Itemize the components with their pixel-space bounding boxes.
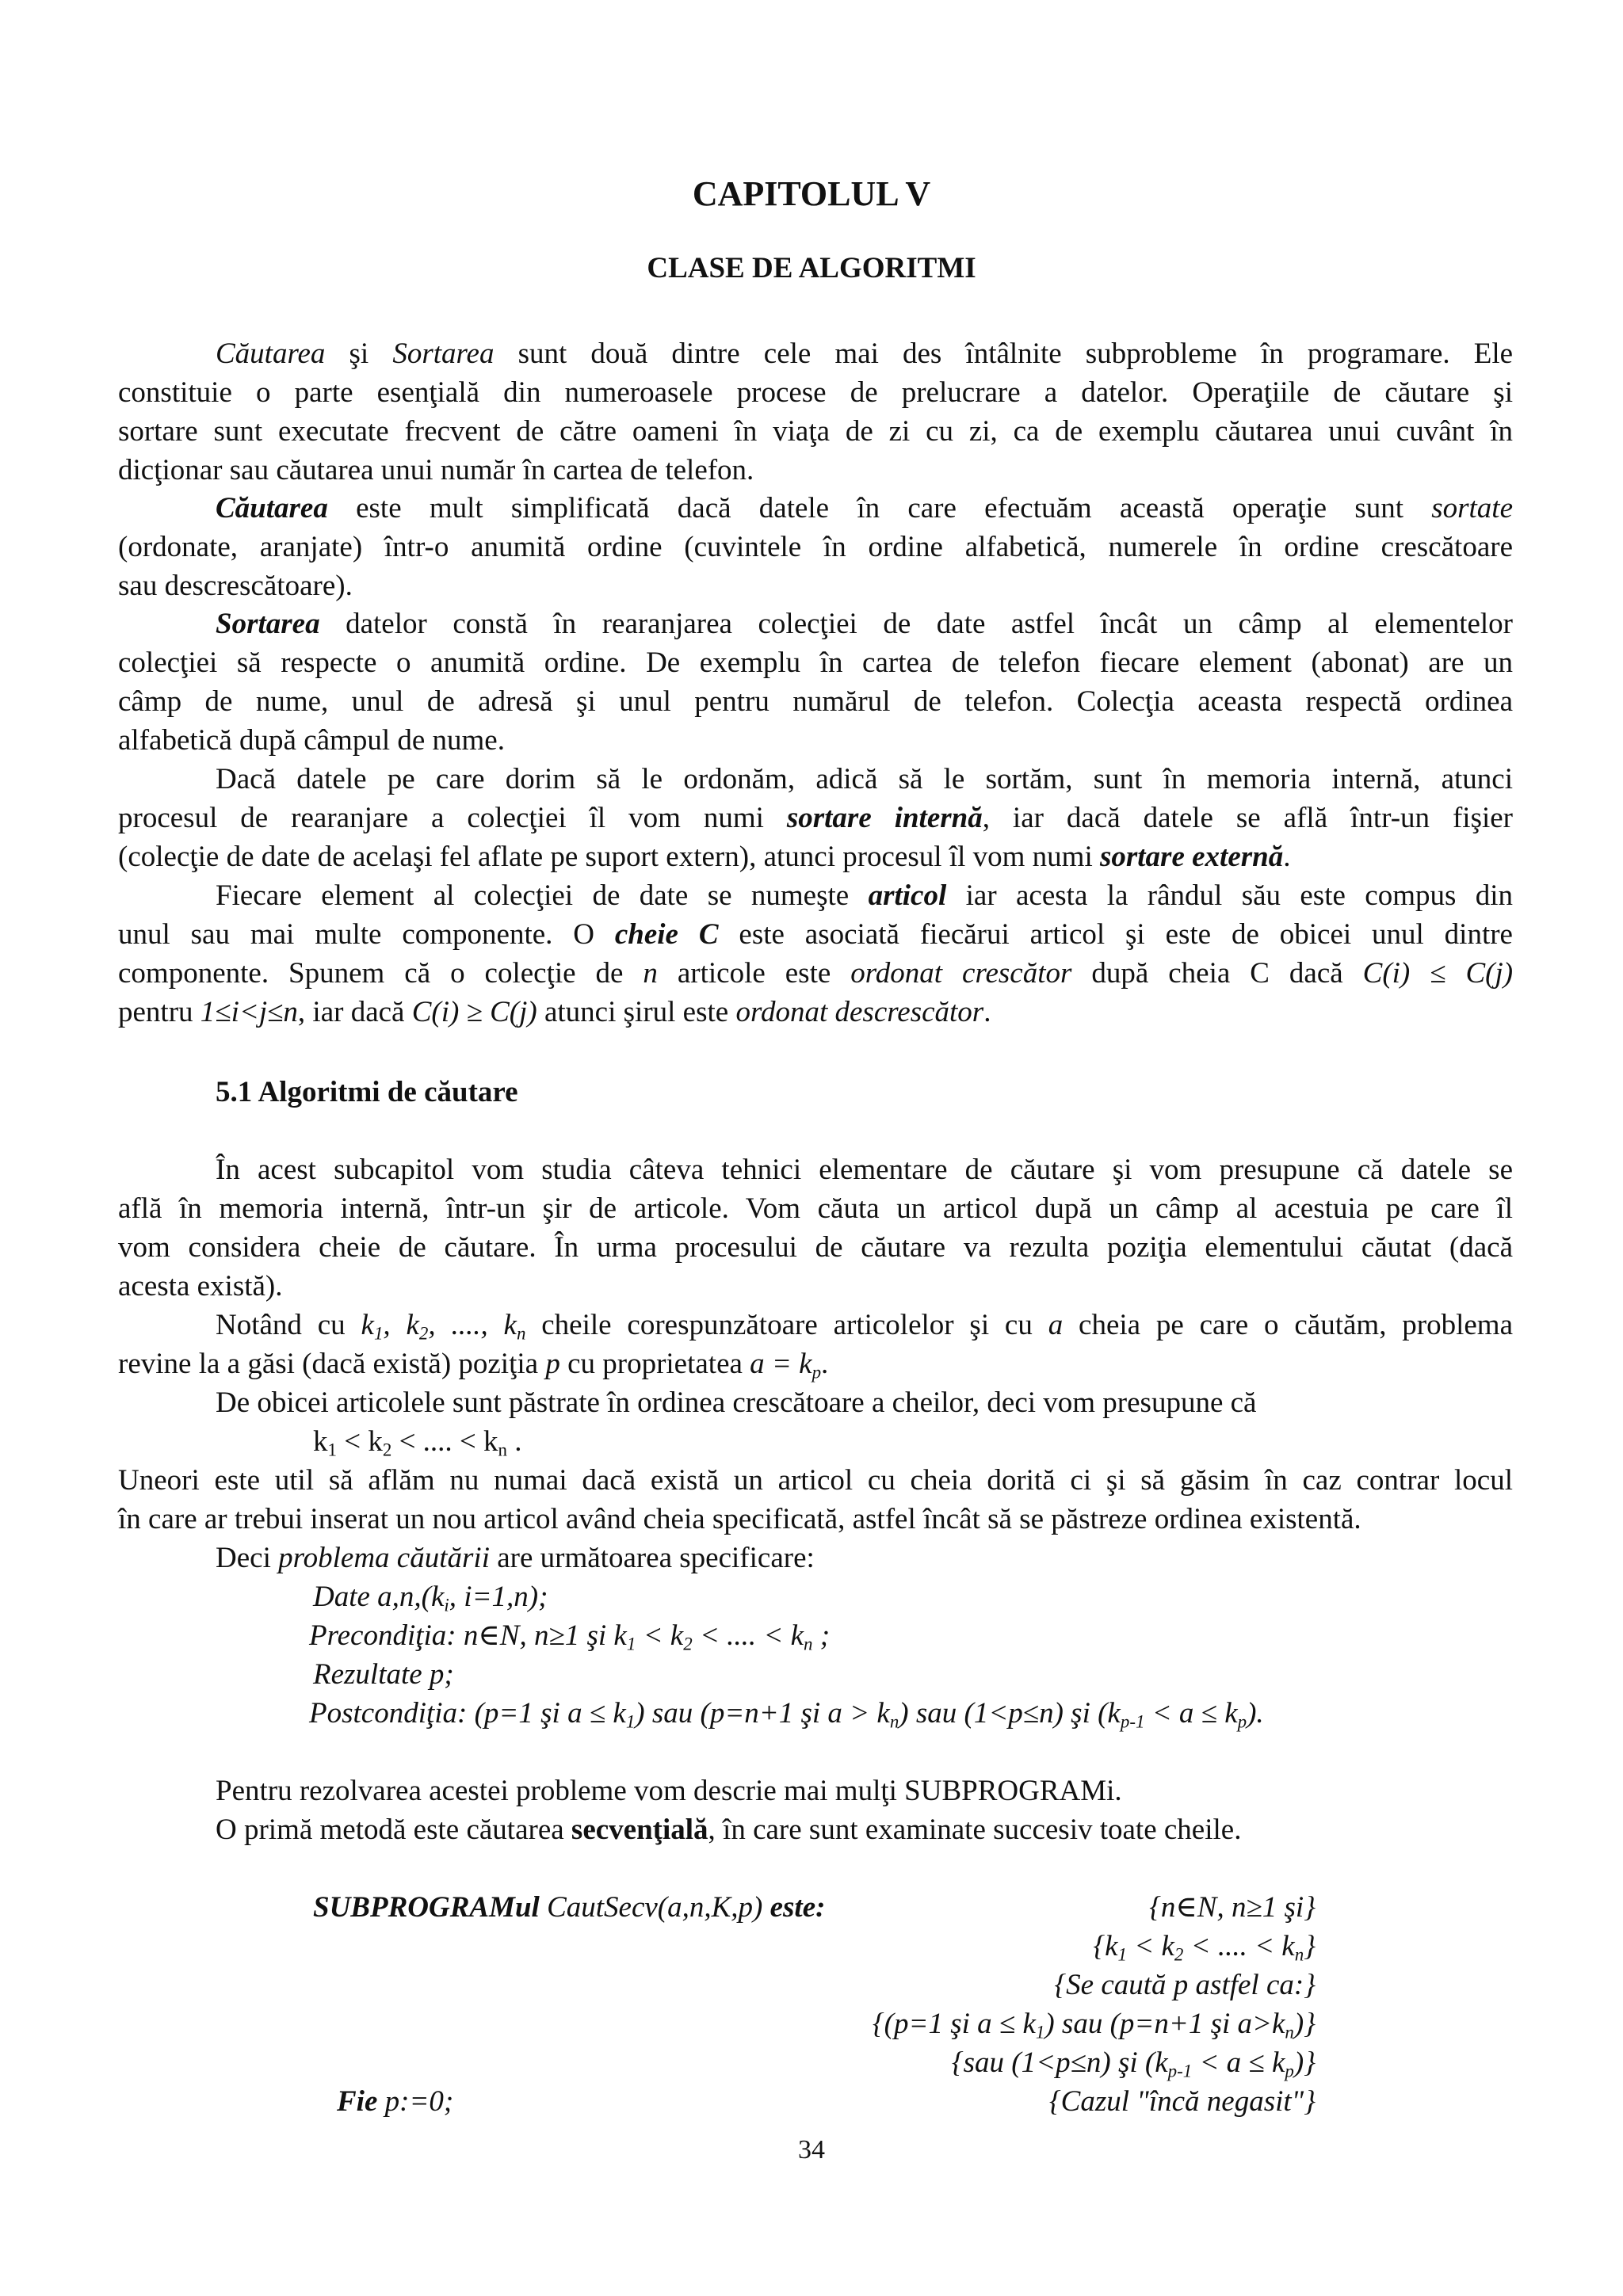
page-number: 34 bbox=[798, 2135, 825, 2164]
intro-p4-line2: procesul de rearanjare a colecţiei îl vom numi sortare internă, iar dacă datele se află într-un fişier bbox=[118, 802, 1513, 834]
spec-date: Date $a,n,(k_i$, i=1,n); bbox=[313, 1581, 548, 1615]
intro-p2-line1: Căutarea este mult simplificată dacă datele în care efectuăm această operaţie sunt sortate bbox=[216, 492, 1514, 524]
term-sortarea: Sortarea bbox=[392, 338, 495, 370]
intro-p2-line3: sau descrescătoare). bbox=[118, 570, 353, 602]
chapter-title: CAPITOLUL V bbox=[692, 174, 931, 213]
comment-precondition-1: {n∈N, n≥1 şi} bbox=[1149, 1891, 1316, 1924]
intro-p5-line1: Fiecare element al colecţiei de date se numeşte articol iar acesta la rândul său este compus din bbox=[216, 879, 1514, 912]
section-p1-line1: În acest subcapitol vom studia câteva tehnici elementare de căutare şi vom presupune că datele se bbox=[216, 1154, 1513, 1186]
keys-order-formula: $k_1 < k_2$ < .... < $k_n$ . bbox=[313, 1425, 522, 1460]
term-cautarea: Căutarea bbox=[216, 338, 326, 370]
intro-p1-line3: sortare sunt executate frecvent de către oameni în viaţa de zi cu zi, ca de exemplu căutarea unui cuvânt în bbox=[118, 415, 1513, 448]
intro-p1-line1: Căutarea şi Sortarea sunt două dintre cele mai des întâlnite subprobleme în programare. Ele bbox=[216, 338, 1514, 370]
intro-p4-line3: (colecţie de date de acelaşi fel aflate pe suport extern), atunci procesul îl vom numi sortare externă. bbox=[118, 841, 1291, 873]
section-p4-line2: în care ar trebui inserat un nou articol având cheia specificată, astfel încât să se păstreze ordinea existentă. bbox=[118, 1503, 1361, 1535]
spec-postconditie: Postcondiţia: (p=1 şi $a \le k_1$) sau (p=n+1 şi $a > k_n$) sau (1<p≤n) şi $(k_{p-1} < a \le k_p)$. bbox=[309, 1697, 1264, 1732]
intro-p5-line2: unul sau mai multe componente. O cheie C este asociată fiecărui articol şi este de obicei unul dintre bbox=[118, 918, 1513, 951]
subprogram-signature: SUBPROGRAMul CautSecv(a,n,K,p) este: bbox=[313, 1891, 826, 1924]
intro-p1-line4: dicţionar sau căutarea unui număr în cartea de telefon. bbox=[118, 454, 754, 486]
intro-p5-line4: pentru 1≤i<j≤n, iar dacă C(i) ≥ C(j) atunci şirul este ordonat descrescător. bbox=[118, 996, 991, 1028]
chapter-subtitle: CLASE DE ALGORITMI bbox=[647, 252, 976, 284]
comment-precondition-2: {$k_1 < k_2$ < .... < $k_n$} bbox=[1093, 1930, 1316, 1965]
intro-p2-line2: (ordonate, aranjate) într-o anumită ordine (cuvintele în ordine alfabetică, numerele în ordine crescătoare bbox=[118, 531, 1513, 563]
section-p5-line1: Deci problema căutării are următoarea specificare: bbox=[216, 1542, 815, 1574]
intro-p4-line1: Dacă datele pe care dorim să le ordonăm, adică să le sortăm, sunt în memoria internă, atunci bbox=[216, 763, 1513, 795]
intro-p5-line3: componente. Spunem că o colecţie de n articole este ordonat crescător după cheia C dacă C(i) ≤ C(j) bbox=[118, 957, 1514, 990]
intro-p1-line2: constituie o parte esenţială din numeroasele procese de prelucrare a datelor. Operaţiile de căutare şi bbox=[118, 376, 1513, 409]
section-heading: 5.1 Algoritmi de căutare bbox=[216, 1076, 518, 1108]
section-p6: Pentru rezolvarea acestei probleme vom descrie mai mulţi SUBPROGRAMi. bbox=[216, 1775, 1122, 1807]
section-p7: O primă metodă este căutarea secvenţială, în care sunt examinate succesiv toate cheile. bbox=[216, 1814, 1242, 1846]
intro-p3-line3: câmp de nume, unul de adresă şi unul pentru numărul de telefon. Colecţia aceasta respectă ordinea bbox=[118, 685, 1513, 718]
spec-preconditie: Precondiţia: n∈N, n≥1 şi $k_1 < k_2$ < .... < $k_n$ ; bbox=[309, 1619, 831, 1654]
intro-p3-line1: Sortarea datelor constă în rearanjarea colecţiei de date astfel încât un câmp al elementelor bbox=[216, 608, 1514, 640]
comment-postcondition-1: {Se caută p astfel ca:} bbox=[1054, 1969, 1316, 2001]
comment-postcondition-3: {sau (1<p≤n) şi $(k_{p-1} < a \le k_p)$} bbox=[951, 2046, 1316, 2081]
spec-rezultate: Rezultate p; bbox=[313, 1658, 454, 1691]
section-p3-line1: De obicei articolele sunt păstrate în ordinea crescătoare a cheilor, deci vom presupune că bbox=[216, 1386, 1257, 1419]
intro-p3-line2: colecţiei să respecte o anumită ordine. De exemplu în cartea de telefon fiecare element (abonat) are un bbox=[118, 646, 1513, 679]
intro-p3-line4: alfabetică după câmpul de nume. bbox=[118, 724, 505, 757]
comment-initial-case: {Cazul "încă negasit"} bbox=[1048, 2085, 1316, 2118]
section-p1-line2: află în memoria internă, într-un şir de articole. Vom căuta un articol după un câmp al acestuia pe care îl bbox=[118, 1192, 1513, 1225]
section-p1-line3: vom considera cheie de căutare. În urma procesului de căutare va rezulta poziţia elementului căutat (dacă bbox=[118, 1231, 1513, 1264]
code-fie-statement: Fie p:=0; bbox=[337, 2085, 454, 2118]
section-p2-line2: revine la a găsi (dacă există) poziţia p cu proprietatea $a = k_p$. bbox=[118, 1348, 829, 1383]
comment-postcondition-2: {(p=1 şi $a \le k_1$) sau (p=n+1 şi $a>k_n$)} bbox=[872, 2008, 1316, 2042]
section-p4-line1: Uneori este util să aflăm nu numai dacă există un articol cu cheia dorită ci şi să găsim în caz contrar locul bbox=[118, 1464, 1513, 1497]
section-p2-line1: Notând cu $k_1$, $k_2$, ...., $k_n$ cheile corespunzătoare articolelor şi cu a cheia pe care o căutăm, problema bbox=[216, 1309, 1513, 1344]
section-p1-line4: acesta există). bbox=[118, 1270, 283, 1302]
